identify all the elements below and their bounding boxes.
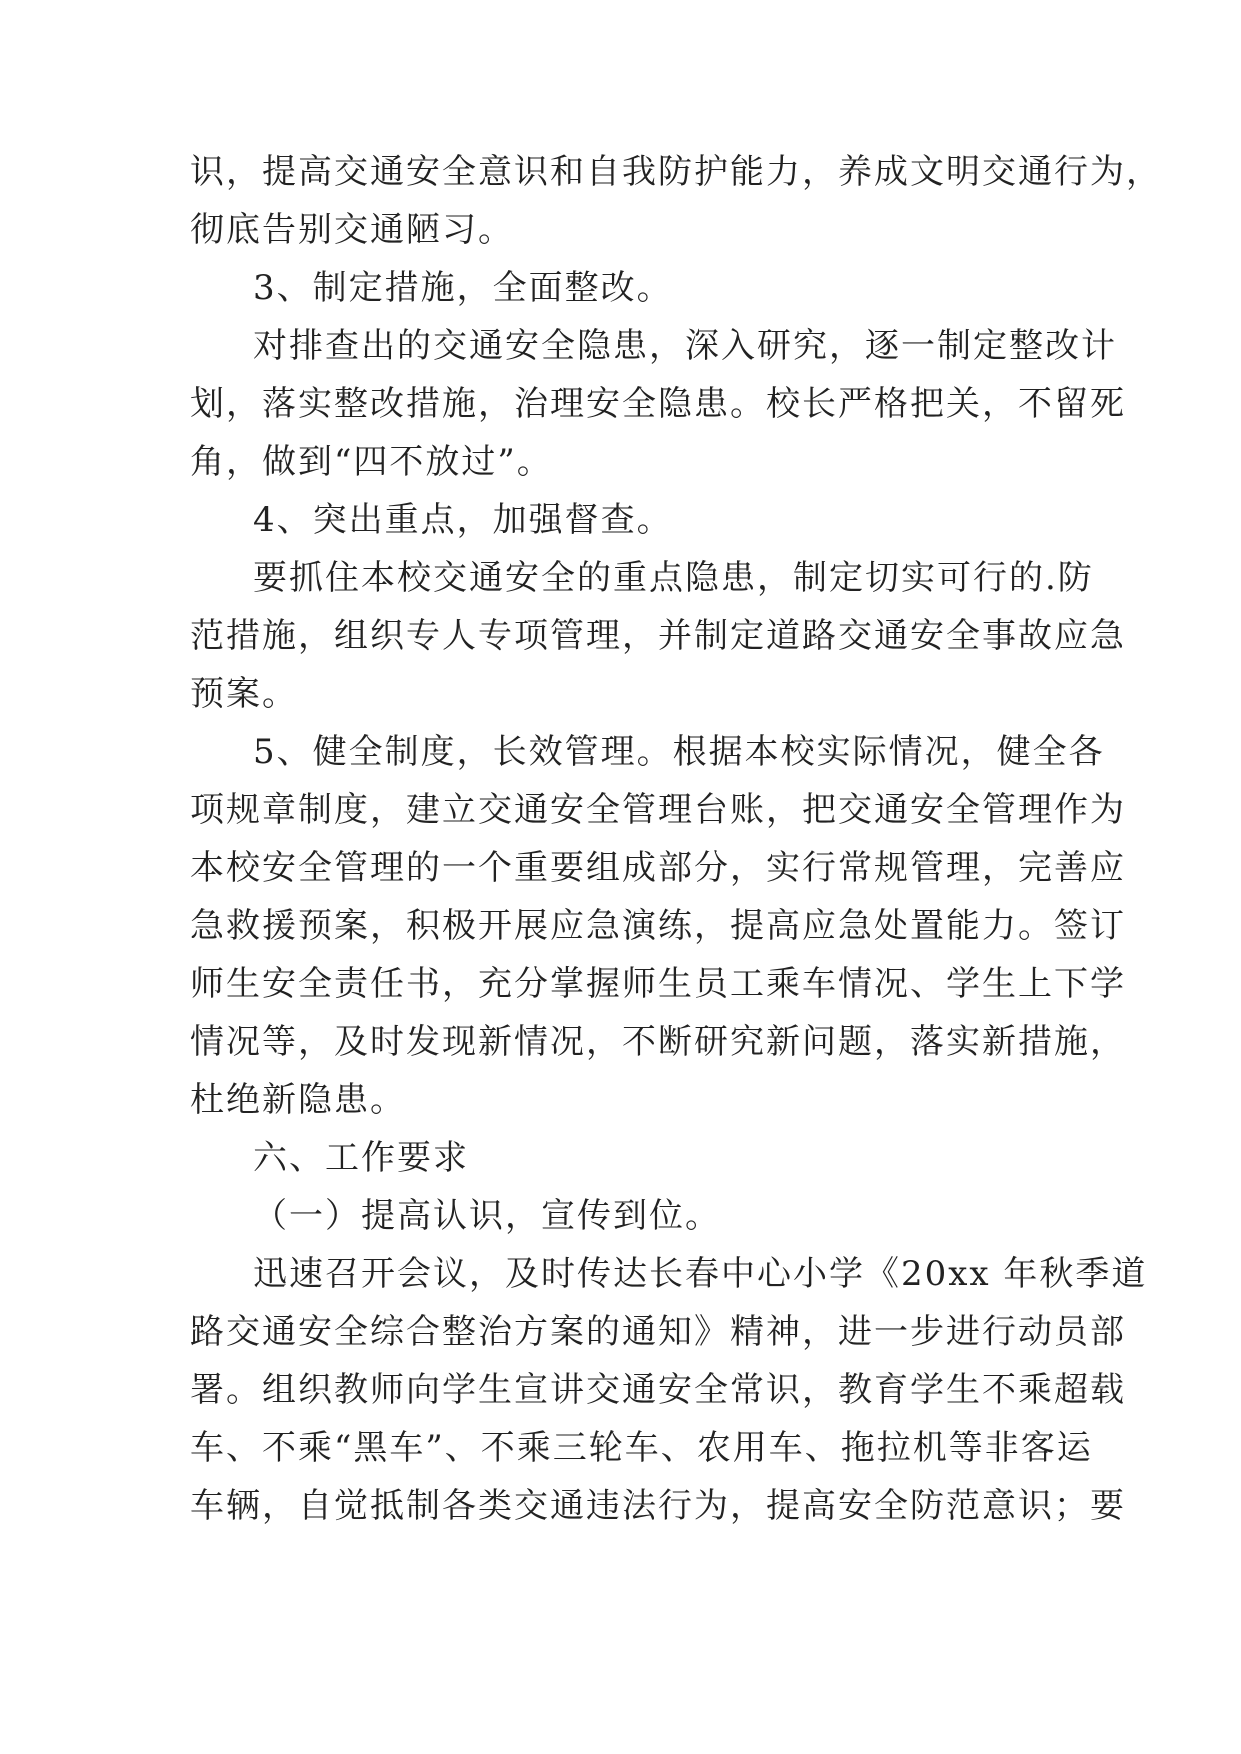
text-line: 路交通安全综合整治方案的通知》精神，进一步进行动员部 — [190, 1312, 1126, 1352]
text-line: 急救援预案，积极开展应急演练，提高应急处置能力。签订 — [190, 906, 1126, 946]
chapter-heading: 六、工作要求 — [253, 1138, 469, 1178]
subsection-heading: （一）提高认识，宣传到位。 — [253, 1196, 721, 1236]
text-line: 杜绝新隐患。 — [190, 1080, 406, 1120]
text-line: 预案。 — [190, 674, 298, 714]
text-line: 5、健全制度，长效管理。根据本校实际情况，健全各 — [253, 732, 1105, 772]
text-line: 师生安全责任书，充分掌握师生员工乘车情况、学生上下学 — [190, 964, 1126, 1004]
section-heading: 4、突出重点，加强督查。 — [253, 500, 673, 540]
text-line: 划，落实整改措施，治理安全隐患。校长严格把关，不留死 — [190, 384, 1126, 424]
text-line: 角，做到“四不放过”。 — [190, 442, 553, 482]
text-line: 车、不乘“黑车”、不乘三轮车、农用车、拖拉机等非客运 — [190, 1428, 1093, 1468]
text-line: 署。组织教师向学生宣讲交通安全常识，教育学生不乘超载 — [190, 1370, 1126, 1410]
text-line: 情况等，及时发现新情况，不断研究新问题，落实新措施， — [190, 1022, 1126, 1062]
text-line: 识，提高交通安全意识和自我防护能力，养成文明交通行为， — [190, 152, 1162, 192]
text-line: 项规章制度，建立交通安全管理台账，把交通安全管理作为 — [190, 790, 1126, 830]
text-line: 范措施，组织专人专项管理，并制定道路交通安全事故应急 — [190, 616, 1126, 656]
section-heading: 3、制定措施，全面整改。 — [253, 268, 673, 308]
text-line: 对排查出的交通安全隐患，深入研究，逐一制定整改计 — [253, 326, 1117, 366]
text-line: 本校安全管理的一个重要组成部分，实行常规管理，完善应 — [190, 848, 1126, 888]
text-line: 要抓住本校交通安全的重点隐患，制定切实可行的.防 — [253, 558, 1094, 598]
text-line: 彻底告别交通陋习。 — [190, 210, 514, 250]
text-line: 迅速召开会议，及时传达长春中心小学《20xx 年秋季道 — [253, 1254, 1148, 1294]
text-line: 车辆，自觉抵制各类交通违法行为，提高安全防范意识；要 — [190, 1486, 1126, 1526]
